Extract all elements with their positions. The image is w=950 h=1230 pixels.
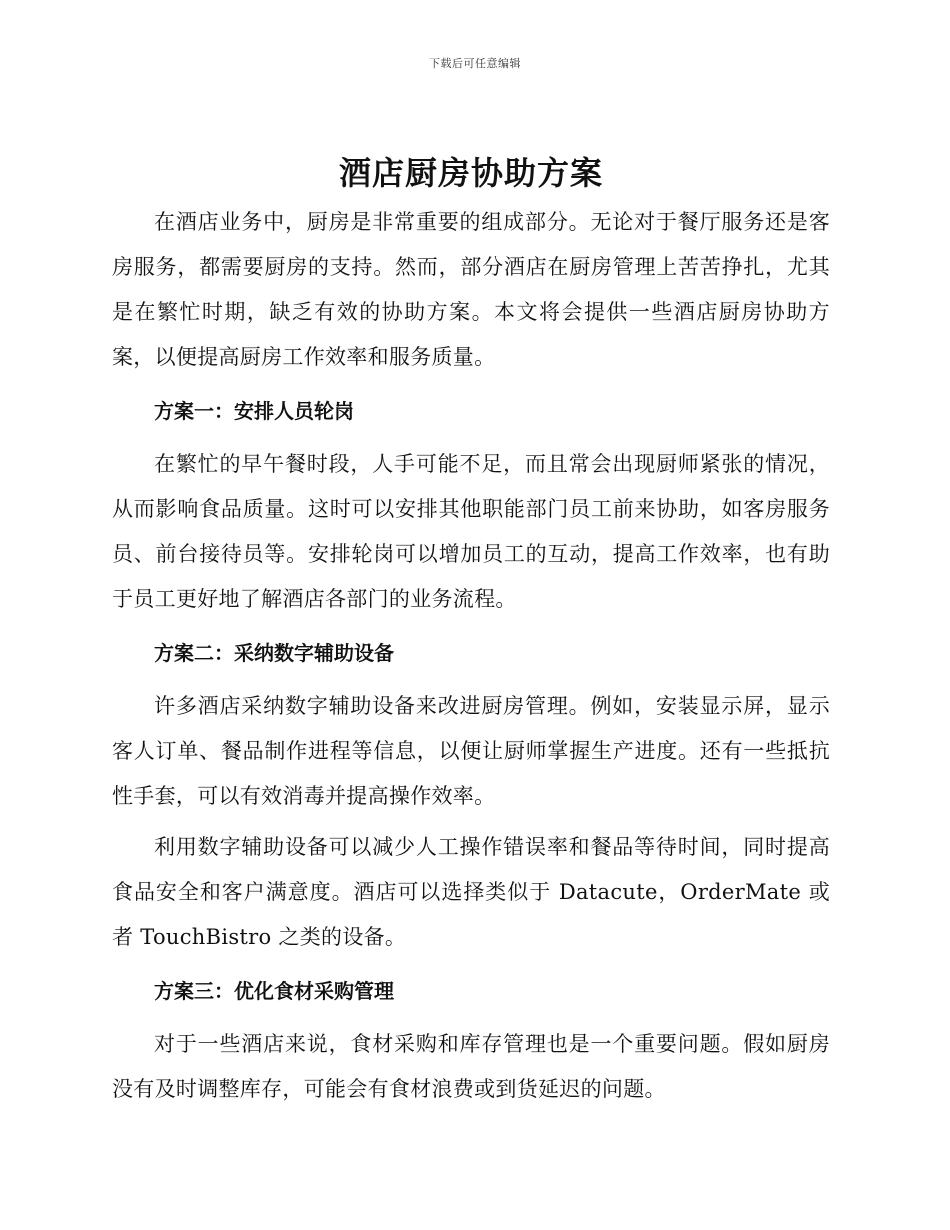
intro-paragraph: 在酒店业务中，厨房是非常重要的组成部分。无论对于餐厅服务还是客房服务，都需要厨房的支持。然而，部分酒店在厨房管理上苦苦挣扎，尤其是在繁忙时期，缺乏有效的协助方案。本文将会提供一些酒店厨房协助方案，以便提高厨房工作效率和服务质量。 [112, 210, 830, 369]
section-3-paragraph-1: 对于一些酒店来说，食材采购和库存管理也是一个重要问题。假如厨房没有及时调整库存，可能会有食材浪费或到货延迟的问题。 [112, 1032, 830, 1101]
section-2-paragraph-2: 利用数字辅助设备可以减少人工操作错误率和餐品等待时间，同时提高食品安全和客户满意度。酒店可以选择类似于 Datacute，OrderMate 或者 TouchBistro 之类的设备。 [112, 835, 830, 949]
document-title: 酒店厨房协助方案 [338, 154, 603, 192]
section-1-paragraph-1: 在繁忙的早午餐时段，人手可能不足，而且常会出现厨师紧张的情况，从而影响食品质量。这时可以安排其他职能部门员工前来协助，如客房服务员、前台接待员等。安排轮岗可以增加员工的互动，提高工作效率，也有助于员工更好地了解酒店各部门的业务流程。 [112, 452, 830, 611]
section-2-paragraph-1: 许多酒店采纳数字辅助设备来改进厨房管理。例如，安装显示屏，显示客人订单、餐品制作进程等信息，以便让厨师掌握生产进度。还有一些抵抗性手套，可以有效消毒并提高操作效率。 [112, 694, 830, 808]
section-heading-3: 方案三：优化食材采购管理 [154, 979, 394, 1003]
section-heading-2: 方案二：采纳数字辅助设备 [154, 641, 394, 665]
section-heading-1: 方案一：安排人员轮岗 [154, 399, 354, 423]
document-body [112, 150, 830, 1112]
header-note: 下载后可任意编辑 [429, 57, 521, 70]
